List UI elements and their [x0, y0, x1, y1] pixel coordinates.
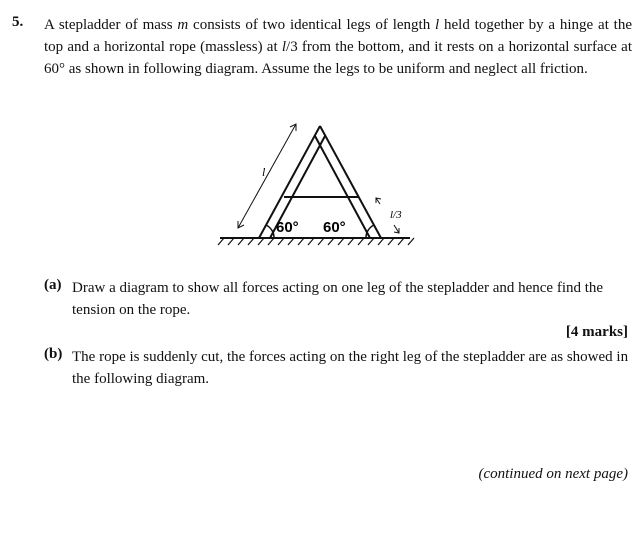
rope-height-label: l/3: [390, 209, 402, 221]
part-b-label: (b): [44, 346, 63, 362]
length-label: l: [262, 165, 266, 179]
part-a-label: (a): [44, 277, 62, 293]
left-angle-label: 60°: [276, 219, 299, 236]
question-number: 5.: [12, 14, 24, 30]
part-b-text: The rope is suddenly cut, the forces acting on the right leg of the stepladder are as showed in the following diagram.: [72, 349, 629, 387]
question-text: A stepladder of mass m consists of two identical legs of length l held together by a hinge at the top and a horizontal rope (massless) at l/3 from the bottom, and it rests on a horizontal surface at 60° as shown in following diagram. Assume the legs to be uniform and neglect all friction.: [44, 17, 633, 77]
mass-symbol: m: [177, 17, 189, 33]
stepladder-diagram: [210, 112, 420, 252]
marks-label: [4 marks]: [565, 324, 628, 340]
right-angle-label: 60°: [323, 219, 346, 236]
length-arrow: [238, 124, 296, 228]
length-symbol: l: [435, 17, 440, 33]
ground-hatching: [218, 238, 414, 245]
part-a-text: Draw a diagram to show all forces acting on one leg of the stepladder and hence find the tension on the rope.: [72, 280, 604, 318]
continued-note: (continued on next page): [478, 466, 628, 482]
